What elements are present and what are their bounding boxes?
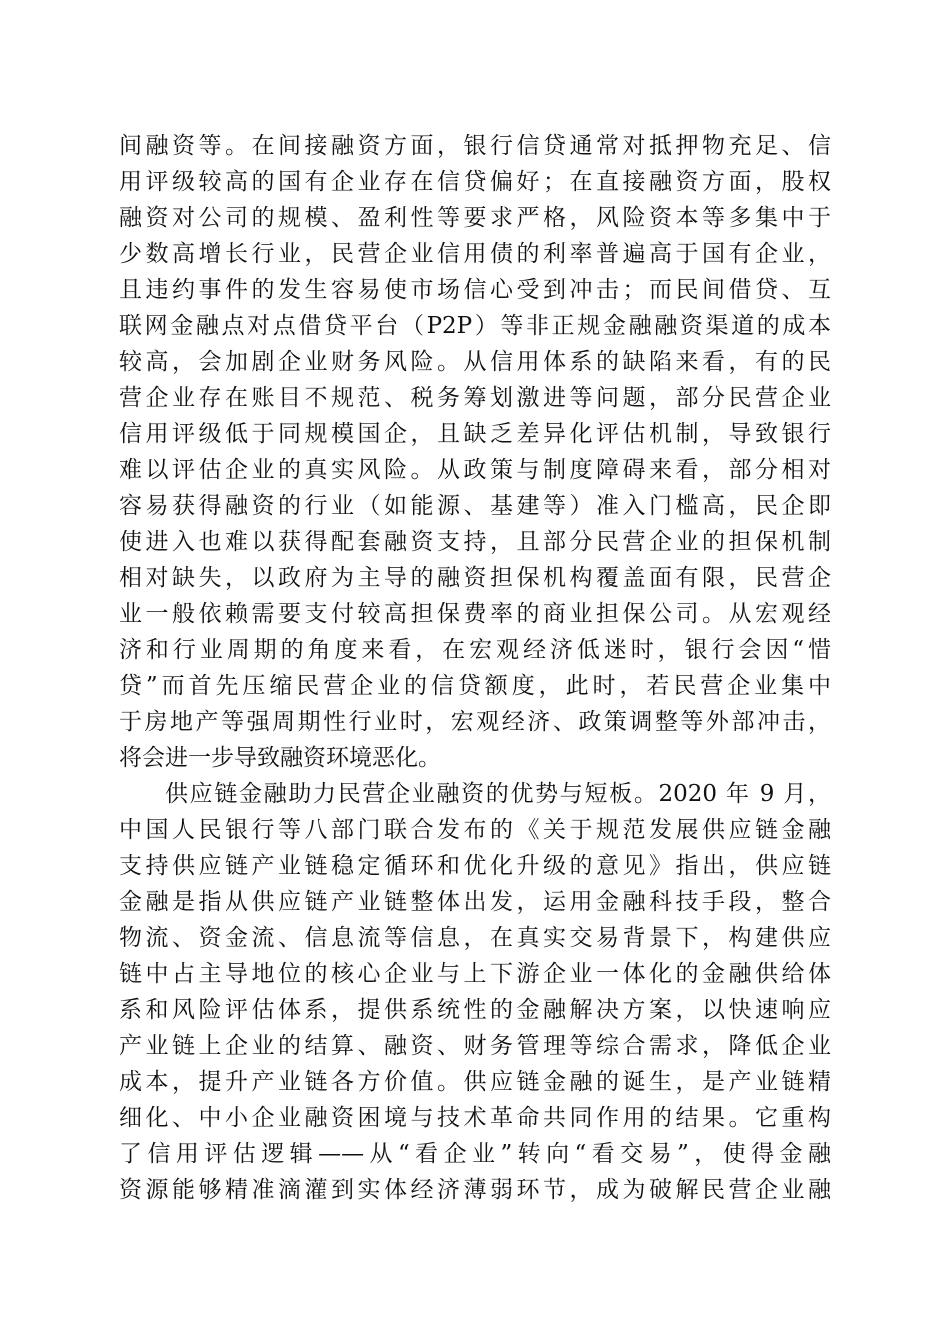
text-line: 相对缺失，以政府为主导的融资担保机构覆盖面有限，民营企 (119, 565, 831, 591)
text-line: 融资对公司的规模、盈利性等要求严格，风险资本等多集中于 (119, 205, 831, 231)
text-line: 业一般依赖需要支付较高担保费率的商业担保公司。从宏观经 (119, 601, 831, 627)
paragraph-supply-chain-finance (119, 776, 831, 1208)
text-line: 较高，会加剧企业财务风险。从信用体系的缺陷来看，有的民 (119, 349, 831, 375)
text-line: 使进入也难以获得配套融资支持，且部分民营企业的担保机制 (119, 529, 831, 555)
text-line: 资源能够精准滴灌到实体经济薄弱环节，成为破解民营企业融 (119, 1177, 831, 1203)
text-line: 金融是指从供应链产业链整体出发，运用金融科技手段，整合 (119, 889, 831, 915)
text-line: 供应链金融助力民营企业融资的优势与短板。2020 年 9 月， (165, 781, 831, 807)
text-line: 产业链上企业的结算、融资、财务管理等综合需求，降低企业 (119, 1033, 831, 1059)
text-line: 信用评级低于同规模国企，且缺乏差异化评估机制，导致银行 (119, 421, 831, 447)
text-line: 且违约事件的发生容易使市场信心受到冲击；而民间借贷、互 (119, 277, 831, 303)
text-line: 物流、资金流、信息流等信息，在真实交易背景下，构建供应 (119, 925, 831, 951)
text-line: 间融资等。在间接融资方面，银行信贷通常对抵押物充足、信 (119, 133, 831, 159)
text-line: 系和风险评估体系，提供系统性的金融解决方案，以快速响应 (119, 997, 831, 1023)
text-line: 难以评估企业的真实风险。从政策与制度障碍来看，部分相对 (119, 457, 831, 483)
text-line: 济和行业周期的角度来看，在宏观经济低迷时，银行会因“惜 (119, 637, 831, 663)
paragraph-financing-barriers (119, 128, 831, 776)
text-line: 贷”而首先压缩民营企业的信贷额度，此时，若民营企业集中 (119, 673, 831, 699)
text-line: 营企业存在账目不规范、税务筹划激进等问题，部分民营企业 (119, 385, 831, 411)
text-line: 中国人民银行等八部门联合发布的《关于规范发展供应链金融 (119, 817, 831, 843)
text-line: 于房地产等强周期性行业时，宏观经济、政策调整等外部冲击， (119, 709, 831, 735)
text-line: 链中占主导地位的核心企业与上下游企业一体化的金融供给体 (119, 961, 831, 987)
text-line: 将会进一步导致融资环境恶化。 (119, 745, 441, 771)
text-line: 了信用评估逻辑——从“看企业”转向“看交易”，使得金融 (119, 1141, 831, 1167)
text-line: 支持供应链产业链稳定循环和优化升级的意见》指出，供应链 (119, 853, 831, 879)
text-line: 细化、中小企业融资困境与技术革命共同作用的结果。它重构 (119, 1105, 831, 1131)
text-line: 用评级较高的国有企业存在信贷偏好；在直接融资方面，股权 (119, 169, 831, 195)
text-line: 容易获得融资的行业（如能源、基建等）准入门槛高，民企即 (119, 493, 831, 519)
text-line: 成本，提升产业链各方价值。供应链金融的诞生，是产业链精 (119, 1069, 831, 1095)
text-line: 少数高增长行业，民营企业信用债的利率普遍高于国有企业， (119, 241, 831, 267)
text-line: 联网金融点对点借贷平台（P2P）等非正规金融融资渠道的成本 (119, 313, 831, 339)
